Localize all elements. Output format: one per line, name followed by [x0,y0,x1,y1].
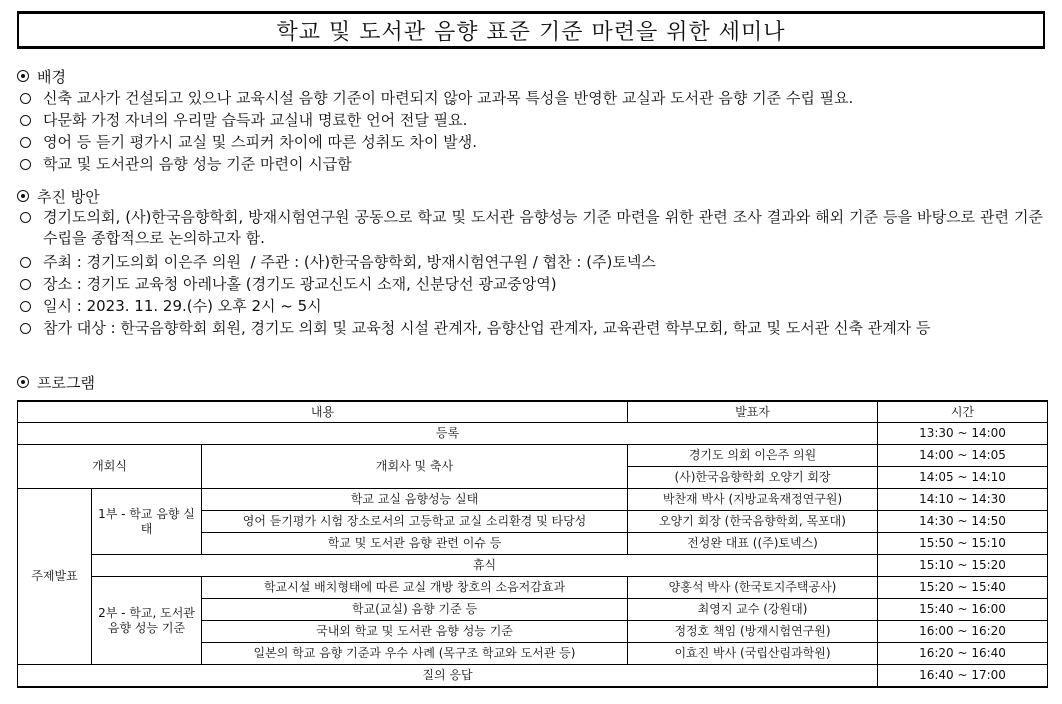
speaker-cell: (사)한국음향학회 오양기 회장 [628,467,878,489]
break-time: 15:10 ~ 15:20 [878,555,1048,577]
circle-bullet-icon [20,257,31,268]
program-table [17,400,1048,688]
qa-label: 질의 응답 [18,665,878,688]
time-cell: 15:50 ~ 15:10 [878,533,1048,555]
circle-bullet-icon [20,323,31,334]
topic-cell: 국내외 학교 및 도서관 음향 성능 기준 [202,621,628,643]
target-bullet-icon [17,70,29,82]
circle-bullet-icon [20,301,31,312]
topic-cell: 학교(교실) 음향 기준 등 [202,599,628,621]
speaker-cell: 이효진 박사 (국립산림과학원) [628,643,878,665]
time-cell: 16:20 ~ 16:40 [878,643,1048,665]
part2-label: 2부 - 학교, 도서관 음향 성능 기준 [92,577,202,665]
table-row [18,555,1048,577]
speaker-cell: 양홍석 박사 (한국토지주택공사) [628,577,878,599]
main-session-label: 주제발표 [18,489,92,665]
topic-cell: 일본의 학교 음향 기준과 우수 사례 (목구조 학교와 도서관 등) [202,643,628,665]
time-cell: 14:10 ~ 14:30 [878,489,1048,511]
background-heading [15,66,66,86]
opening-label: 개회식 [18,445,202,489]
plan-heading-label: 추진 방안 [37,187,100,206]
topic-cell: 영어 듣기평가 시험 장소로서의 고등학교 교실 소리환경 및 타당성 [202,511,628,533]
topic-cell: 학교 및 도서관 음향 관련 이슈 등 [202,533,628,555]
part1-label: 1부 - 학교 음향 실태 [92,489,202,555]
header-speaker: 발표자 [628,401,878,423]
speaker-cell: 박찬재 박사 (지방교육재정연구원) [628,489,878,511]
table-header-row [18,401,1048,423]
time-cell: 14:00 ~ 14:05 [878,445,1048,467]
plan-heading [15,186,100,206]
header-content: 내용 [18,401,628,423]
circle-bullet-icon [20,159,31,170]
header-time: 시간 [878,401,1048,423]
speaker-cell: 전성완 대표 ((주)토넥스) [628,533,878,555]
speaker-cell: 정정호 책임 (방재시험연구원) [628,621,878,643]
time-cell: 14:05 ~ 14:10 [878,467,1048,489]
circle-bullet-icon [20,212,31,223]
table-row [18,445,1048,467]
registration-time: 13:30 ~ 14:00 [878,423,1048,445]
plan-section [15,186,100,206]
topic-cell: 학교 교실 음향성능 실태 [202,489,628,511]
qa-time: 16:40 ~ 17:00 [878,665,1048,688]
program-section [15,372,95,392]
background-heading-label: 배경 [37,67,66,86]
circle-bullet-icon [20,115,31,126]
speaker-cell: 최영지 교수 (강원대) [628,599,878,621]
table-row [18,665,1048,688]
table-row [18,577,1048,599]
opening-sub: 개회사 및 축사 [202,445,628,489]
speaker-cell: 오양기 회장 (한국음향학회, 목포대) [628,511,878,533]
time-cell: 14:30 ~ 14:50 [878,511,1048,533]
circle-bullet-icon [20,93,31,104]
target-bullet-icon [17,376,29,388]
break-label: 휴식 [92,555,878,577]
time-cell: 16:00 ~ 16:20 [878,621,1048,643]
program-heading-label: 프로그램 [37,373,95,392]
table-row [18,489,1048,511]
registration-label: 등록 [18,423,878,445]
time-cell: 15:20 ~ 15:40 [878,577,1048,599]
circle-bullet-icon [20,279,31,290]
page-title: 학교 및 도서관 음향 표준 기준 마련을 위한 세미나 [17,11,1045,49]
table-row [18,423,1048,445]
target-bullet-icon [17,190,29,202]
circle-bullet-icon [20,137,31,148]
time-cell: 15:40 ~ 16:00 [878,599,1048,621]
topic-cell: 학교시설 배치형태에 따른 교실 개방 창호의 소음저감효과 [202,577,628,599]
program-heading [15,372,95,392]
background-section [15,66,66,86]
speaker-cell: 경기도 의회 이은주 의원 [628,445,878,467]
